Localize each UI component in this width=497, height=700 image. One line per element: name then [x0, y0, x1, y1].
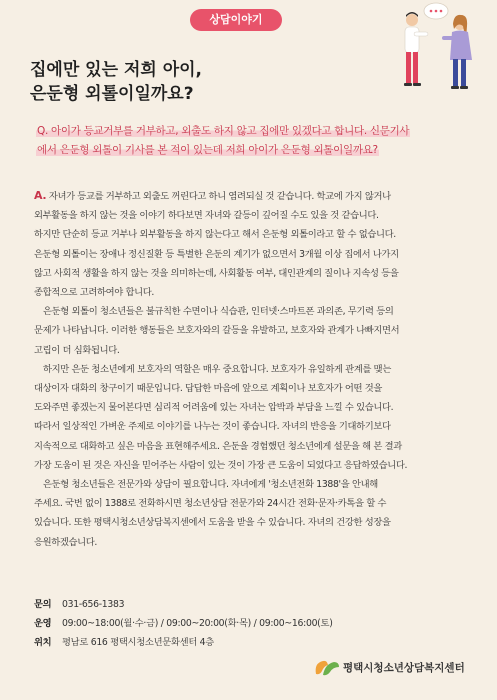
answer-line: 주세요. 국번 없이 1388로 전화하시면 청소년상담 전문가와 24시간 전화·문자·카톡을 할 수: [34, 498, 387, 510]
answer-line: A. 자녀가 등교를 거부하고 외출도 꺼린다고 하니 염려되실 것 같습니다. 학교에 가지 않거나: [34, 189, 391, 202]
answer-line: 있습니다. 또한 평택시청소년상담복지센에서 도움을 받을 수 있습니다. 자녀의 건강한 성장을: [34, 517, 391, 529]
location-value: 평남로 616 평택시청소년문화센터 4층: [62, 637, 214, 648]
answer-line: 하지만 단순히 등교 거부나 외부활동을 하지 않는다고 해서 은둔형 외톨이라고 할 수 없습니다.: [34, 229, 396, 241]
contact-phone-row: [34, 595, 334, 614]
contact-hours-row: [34, 614, 334, 633]
page-title: [30, 58, 370, 106]
question-block: [36, 122, 466, 160]
answer-line: 은둔형 외톨이 청소년들은 불규칙한 수면이나 식습관, 인터넷·스마트폰 과의존, 무기력 등의: [34, 306, 394, 318]
answer-block: [34, 186, 466, 552]
question-line-1: Q. 아이가 등교거부를 거부하고, 외출도 하지 않고 집에만 있겠다고 합니다. 신문기사: [37, 125, 410, 137]
answer-line: 가장 도움이 된 것은 자신을 믿어주는 사람이 있는 것이 가장 큰 도움이 되었다고 응답하였습니다.: [34, 459, 408, 471]
answer-line: 도와주면 좋겠는지 물어본다면 심리적 어려움에 있는 자녀는 압박과 부담을 느낄 수 있습니다.: [34, 402, 394, 414]
girl-figure: [442, 15, 472, 89]
contact-location-row: [34, 633, 334, 652]
hours-label: 운영: [34, 618, 52, 629]
boy-figure: [404, 12, 428, 86]
answer-line: 고립이 더 심화됩니다.: [34, 344, 120, 356]
speech-bubble-icon: [424, 3, 448, 19]
answer-line: 지속적으로 대화하고 싶은 마음을 표현해주세요. 은둔을 경험했던 청소년에게 설문을 해 본 결과: [34, 440, 402, 452]
answer-line: 외부활동을 하지 않는 것을 이야기 하다보면 자녀와 갈등이 깊어질 수도 있을 것 같습니다.: [34, 210, 379, 222]
center-logo-text: 평택시청소년상담복지센터: [343, 662, 465, 674]
answer-line: 종합적으로 고려하여야 합니다.: [34, 287, 155, 299]
title-line-1: 집에만 있는 저희 아이,: [30, 60, 203, 80]
title-line-2: 은둔형 외톨이일까요?: [30, 84, 194, 104]
answer-line: 하지만 은둔 청소년에게 보호자의 역할은 매우 중요합니다. 보호자가 유일하게 관계를 맺는: [34, 363, 391, 375]
answer-line: 않고 사회적 생활을 하지 않는 것을 의미하는데, 사회활동 여부, 대인관계의 질이나 지속성 등을: [34, 267, 399, 279]
answer-line: 은둔형 외톨이는 장애나 정신질환 등 특별한 은둔의 계기가 없으면서 3개월 이상 집에서 나가지: [34, 248, 399, 260]
answer-line: 문제가 나타납니다. 이러한 행동들은 보호자와의 갈등을 유발하고, 보호자와 관계가 나빠지면서: [34, 325, 400, 337]
location-label: 위치: [34, 637, 52, 648]
question-line-2: 에서 은둔형 외톨이 기사를 본 적이 있는데 저희 아이가 은둔형 외톨이일까요?: [37, 144, 378, 156]
category-badge: 상담이야기: [190, 9, 282, 31]
center-logo-icon: [313, 657, 343, 679]
answer-line: 대상이자 대화의 창구이기 때문입니다. 답답한 마음에 앞으로 계획이나 보호자가 어떤 것을: [34, 383, 382, 395]
answer-line: 은둔형 청소년들은 전문가와 상담이 필요합니다. 자녀에게 '청소년전화 1388'을 안내해: [34, 479, 378, 491]
answer-line: 따라서 일상적인 가벼운 주제로 이야기를 나누는 것이 좋습니다. 자녀의 반응을 기대하기보다: [34, 421, 391, 433]
phone-label: 문의: [34, 599, 52, 610]
answer-line: 응원하겠습니다.: [34, 536, 98, 548]
phone-value: 031-656-1383: [62, 599, 125, 610]
contact-info: [34, 595, 334, 652]
two-people-talking-illustration: [388, 2, 488, 98]
hours-value: 09:00~18:00(월·수·금) / 09:00~20:00(화·목) / 09:00~16:00(토): [62, 618, 333, 629]
answer-label: A.: [34, 189, 47, 202]
